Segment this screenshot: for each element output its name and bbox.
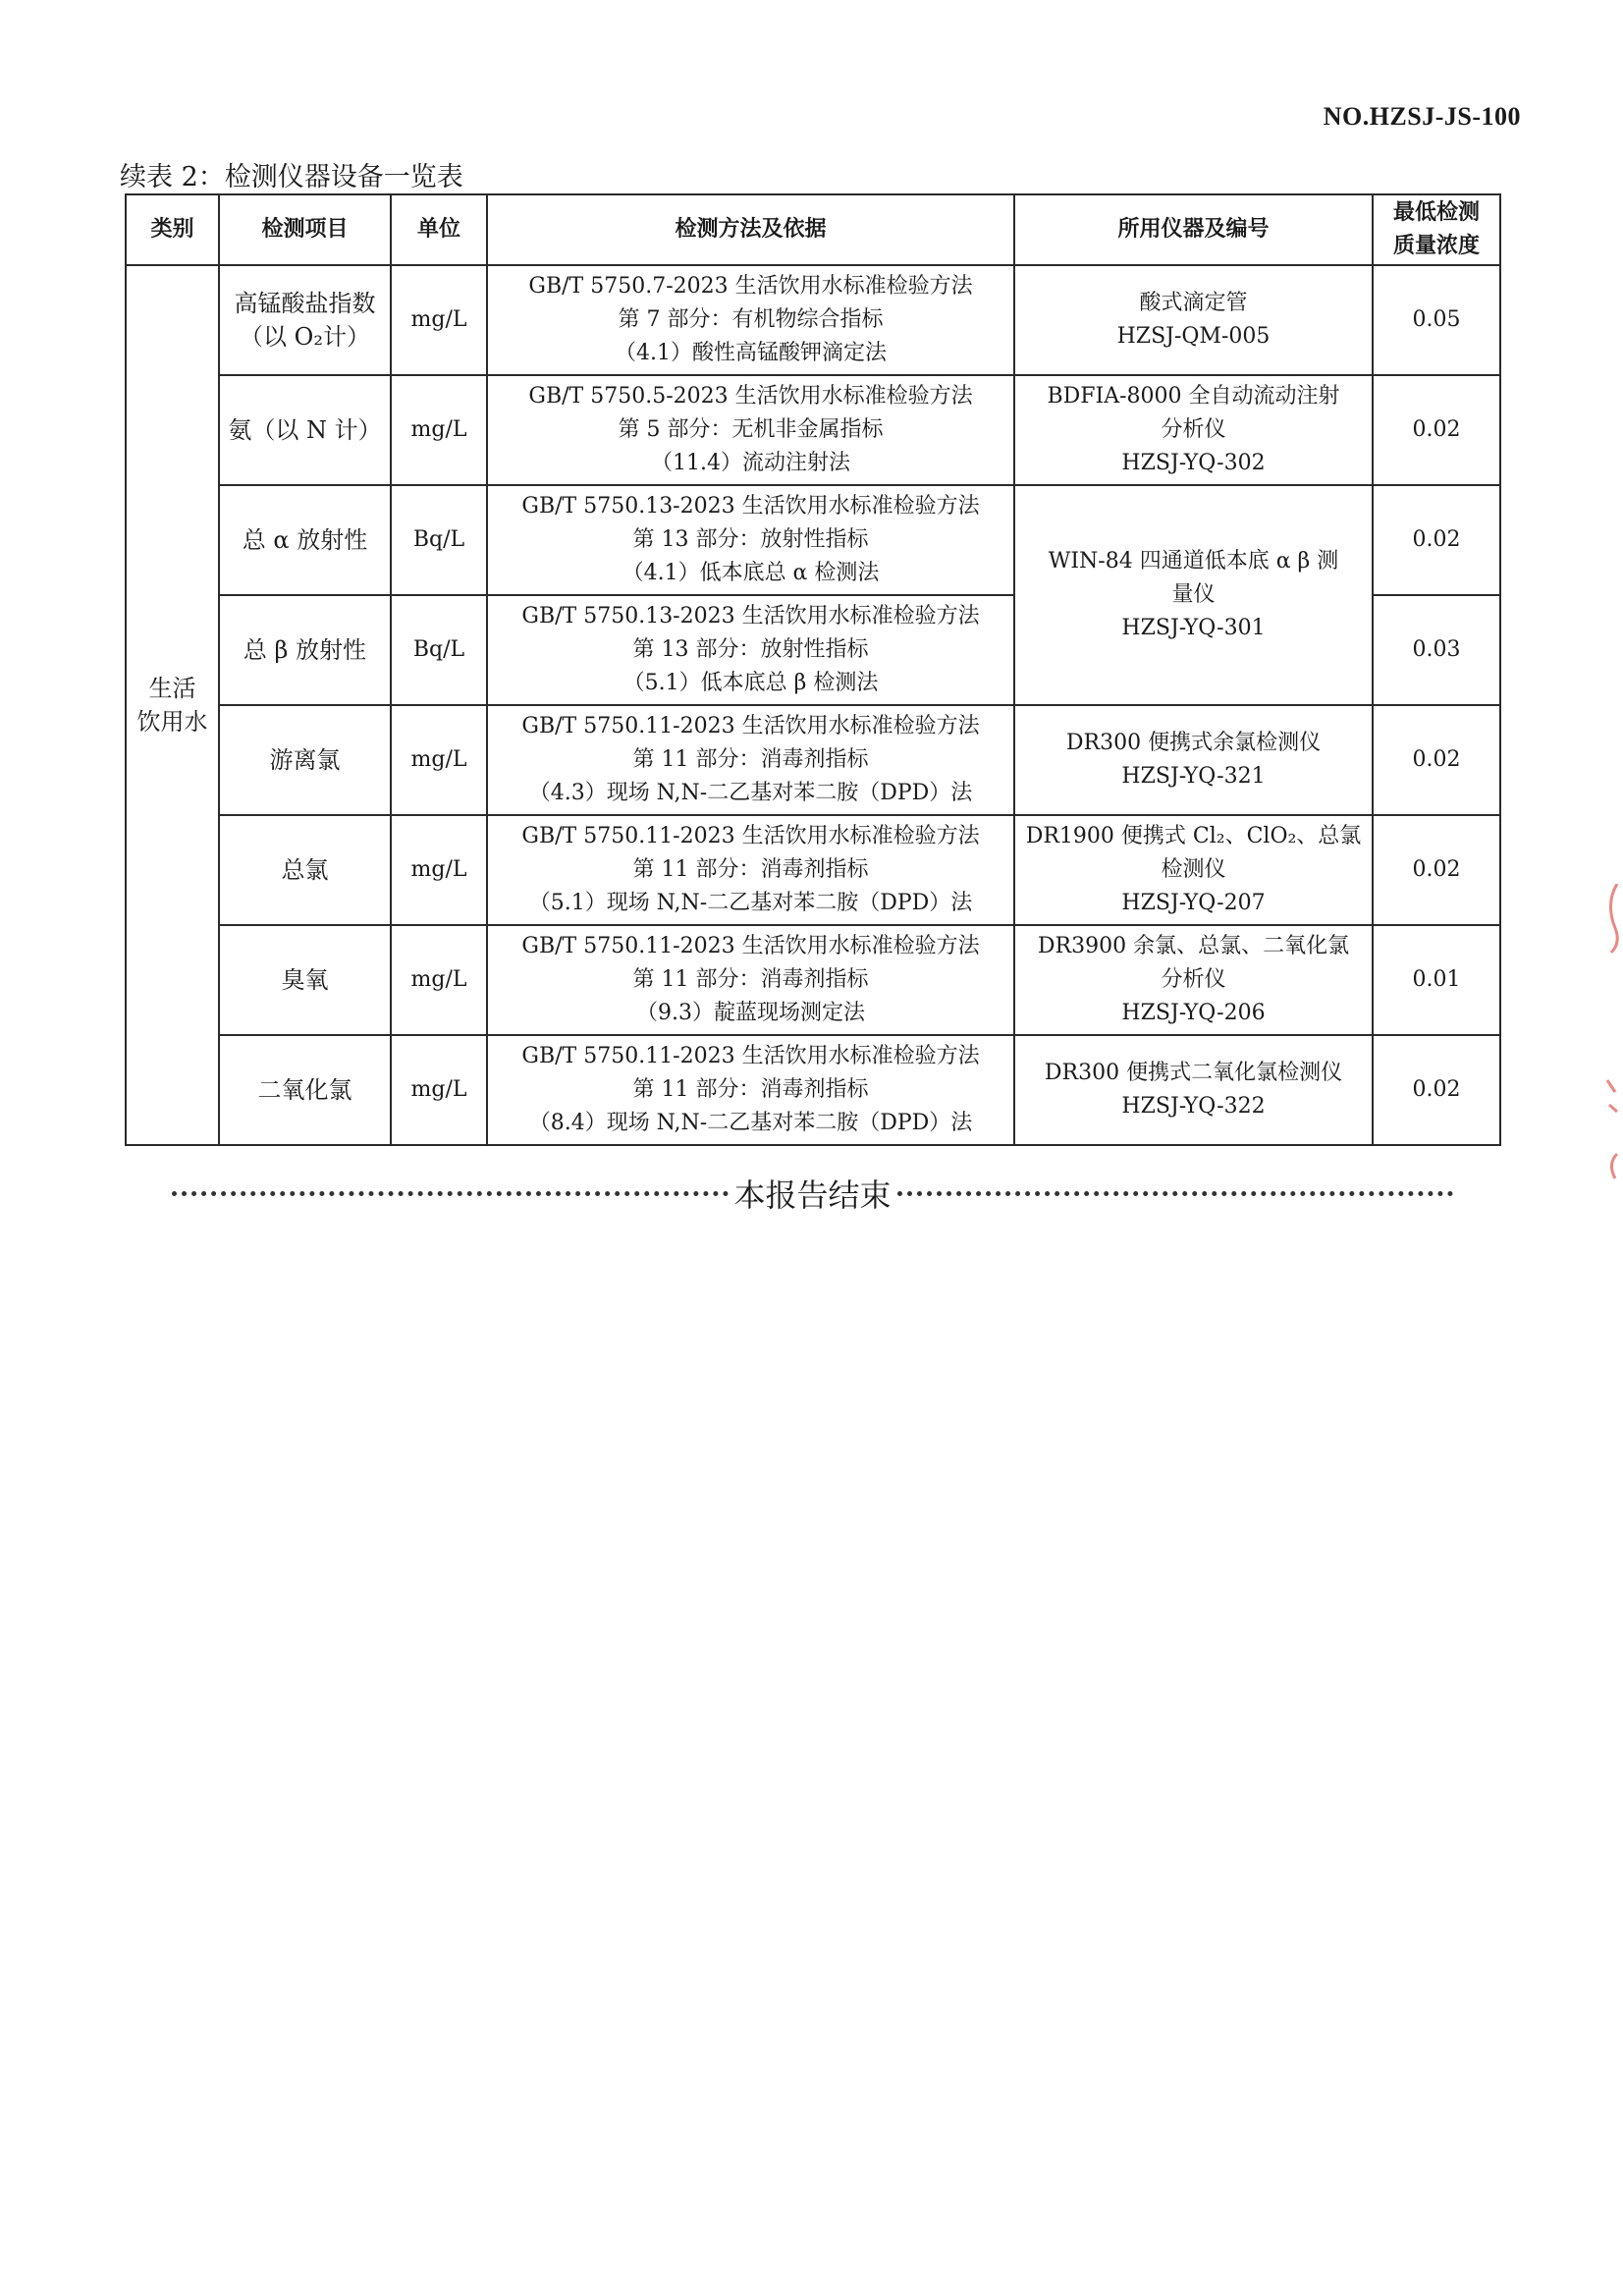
stamp-mark [1607,1080,1617,1112]
instrument-line: DR3900 余氯、总氯、二氧化氯 [1037,934,1350,958]
method-cell [487,705,1014,815]
table-row [126,485,1500,595]
method-line: 第 11 部分：消毒剂指标 [632,857,869,882]
table-title: 续表 2：检测仪器设备一览表 [120,162,463,192]
method-line: GB/T 5750.11-2023 生活饮用水标准检验方法 [521,934,980,958]
unit-cell: mg/L [391,1035,487,1145]
instrument-line: HZSJ-YQ-207 [1121,891,1266,915]
limit-cell: 0.01 [1373,925,1500,1035]
dotted-leader [897,1191,1454,1196]
category-line: 生活 [148,675,196,702]
instrument-cell [1014,925,1373,1035]
category-line: 饮用水 [136,708,208,736]
method-cell [487,1035,1014,1145]
unit-cell: Bq/L [391,485,487,595]
instrument-line: WIN-84 四通道低本底 α β 测 [1048,549,1339,574]
limit-cell: 0.02 [1373,375,1500,485]
instrument-line: HZSJ-YQ-301 [1121,616,1266,640]
col-header-limit-line: 最低检测 [1392,200,1480,225]
stamp-mark [1611,1154,1617,1178]
method-cell [487,265,1014,375]
item-cell [219,265,391,375]
instrument-line: 分析仪 [1161,967,1226,992]
instrument-line: 检测仪 [1161,857,1226,882]
item-cell [219,925,391,1035]
item-line: 总氯 [281,856,329,884]
instrument-line: HZSJ-YQ-302 [1121,451,1266,475]
limit-cell: 0.02 [1373,705,1500,815]
instrument-table [125,193,1501,1146]
item-cell [219,595,391,705]
method-line: GB/T 5750.7-2023 生活饮用水标准检验方法 [528,274,973,299]
method-cell [487,595,1014,705]
item-line: （以 O₂计） [240,323,370,351]
col-header-limit [1373,194,1500,265]
red-stamp-edge [1588,884,1623,1208]
document-number: NO.HZSJ-JS-100 [1323,102,1521,131]
category-cell [126,265,219,1145]
method-cell [487,815,1014,925]
item-cell [219,815,391,925]
instrument-line: BDFIA-8000 全自动流动注射 [1047,384,1340,409]
report-end-line [172,1171,1453,1216]
instrument-line: DR300 便携式二氧化氯检测仪 [1044,1061,1343,1085]
method-line: （4.3）现场 N,N-二乙基对苯二胺（DPD）法 [528,781,973,805]
col-header-instrument: 所用仪器及编号 [1014,194,1373,265]
unit-cell: mg/L [391,705,487,815]
instrument-line: 分析仪 [1161,417,1226,442]
method-line: 第 11 部分：消毒剂指标 [632,747,869,772]
unit-cell: mg/L [391,815,487,925]
limit-cell: 0.02 [1373,1035,1500,1145]
instrument-line: 酸式滴定管 [1139,291,1248,315]
method-line: （11.4）流动注射法 [651,451,850,475]
method-cell [487,925,1014,1035]
col-header-item: 检测项目 [219,194,391,265]
col-header-category: 类别 [126,194,219,265]
table-row [126,265,1500,375]
instrument-cell [1014,1035,1373,1145]
method-line: （9.3）靛蓝现场测定法 [636,1001,865,1025]
method-line: GB/T 5750.11-2023 生活饮用水标准检验方法 [521,824,980,848]
item-cell [219,1035,391,1145]
table-row [126,1035,1500,1145]
method-line: GB/T 5750.13-2023 生活饮用水标准检验方法 [521,494,980,519]
unit-cell: mg/L [391,375,487,485]
instrument-line: HZSJ-YQ-321 [1121,764,1266,789]
method-cell [487,485,1014,595]
limit-cell: 0.05 [1373,265,1500,375]
instrument-cell [1014,375,1373,485]
instrument-line: HZSJ-YQ-206 [1121,1001,1266,1025]
col-header-method: 检测方法及依据 [487,194,1014,265]
instrument-line: 量仪 [1171,582,1216,607]
stamp-mark [1610,884,1617,953]
method-line: 第 13 部分：放射性指标 [632,637,869,662]
item-cell [219,485,391,595]
item-cell [219,375,391,485]
item-cell [219,705,391,815]
table-row [126,925,1500,1035]
limit-cell: 0.03 [1373,595,1500,705]
col-header-limit-line: 质量浓度 [1392,234,1480,258]
item-line: 臭氧 [281,966,329,994]
item-line: 总 β 放射性 [243,636,367,664]
item-line: 高锰酸盐指数 [234,290,376,317]
method-line: GB/T 5750.5-2023 生活饮用水标准检验方法 [528,384,973,409]
unit-cell: mg/L [391,265,487,375]
instrument-cell [1014,265,1373,375]
dotted-leader [172,1191,729,1196]
instrument-cell [1014,815,1373,925]
item-line: 总 α 放射性 [242,526,368,554]
instrument-line: HZSJ-YQ-322 [1121,1094,1266,1119]
instrument-line: HZSJ-QM-005 [1116,324,1271,349]
table-row [126,375,1500,485]
instrument-line: DR300 便携式余氯检测仪 [1065,731,1322,755]
instrument-line: DR1900 便携式 Cl₂、ClO₂、总氯 [1025,824,1362,848]
limit-cell: 0.02 [1373,815,1500,925]
method-line: 第 7 部分：有机物综合指标 [618,307,884,332]
instrument-cell [1014,485,1373,705]
item-line: 游离氯 [269,746,341,774]
table-header-row [126,194,1500,265]
method-line: 第 11 部分：消毒剂指标 [632,1077,869,1102]
method-line: 第 11 部分：消毒剂指标 [632,967,869,992]
report-end-text: 本报告结束 [733,1176,892,1214]
method-line: （4.1）低本底总 α 检测法 [622,561,880,585]
method-line: GB/T 5750.11-2023 生活饮用水标准检验方法 [521,1044,980,1068]
method-line: GB/T 5750.11-2023 生活饮用水标准检验方法 [521,714,980,738]
method-line: （8.4）现场 N,N-二乙基对苯二胺（DPD）法 [528,1111,973,1135]
unit-cell: Bq/L [391,595,487,705]
method-cell [487,375,1014,485]
method-line: 第 5 部分：无机非金属指标 [618,417,884,442]
unit-cell: mg/L [391,925,487,1035]
col-header-unit: 单位 [391,194,487,265]
table-row [126,705,1500,815]
table-row [126,815,1500,925]
method-line: （5.1）现场 N,N-二乙基对苯二胺（DPD）法 [528,891,973,915]
method-line: （5.1）低本底总 β 检测法 [622,671,879,695]
method-line: GB/T 5750.13-2023 生活饮用水标准检验方法 [521,604,980,629]
method-line: 第 13 部分：放射性指标 [632,527,869,552]
method-line: （4.1）酸性高锰酸钾滴定法 [615,341,887,365]
instrument-cell [1014,705,1373,815]
item-line: 氨（以 N 计） [228,416,382,444]
limit-cell: 0.02 [1373,485,1500,595]
item-line: 二氧化氯 [257,1076,352,1104]
